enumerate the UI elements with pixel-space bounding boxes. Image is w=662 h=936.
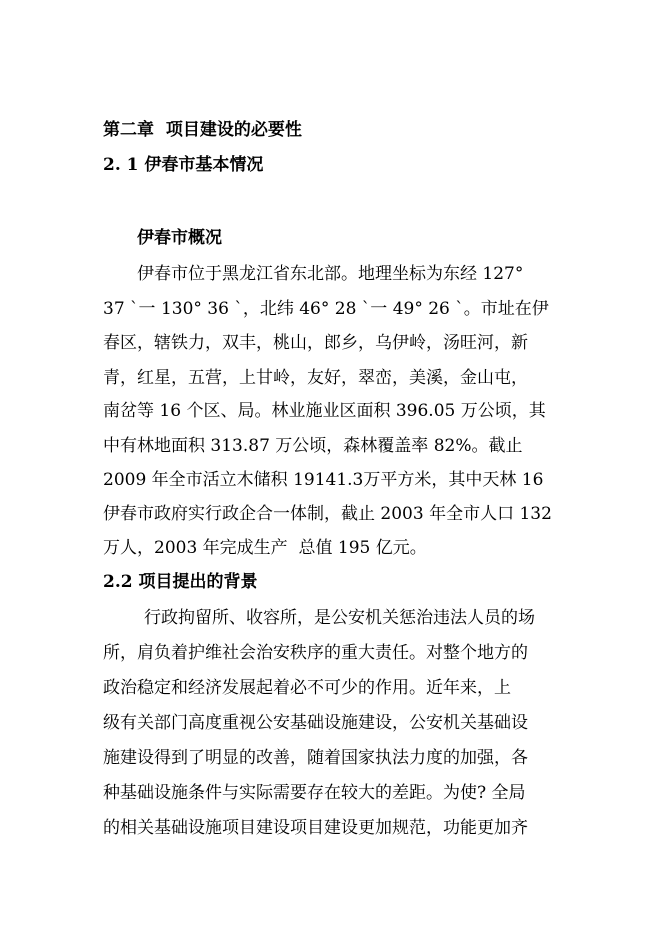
paragraph-line: 万人，2003 年完成生产 总值 195 亿元。 bbox=[103, 538, 427, 558]
paragraph-line: 2009 年全市活立木储积 19141.3万平方米，其中天林 16 bbox=[103, 470, 544, 490]
section-heading-2-2: 2.2 项目提出的背景 bbox=[103, 572, 258, 592]
paragraph-line: 行政拘留所、收容所，是公安机关惩治违法人员的场 bbox=[144, 608, 535, 628]
paragraph-line: 施建设得到了明显的改善，随着国家执法力度的加强，各 bbox=[103, 748, 528, 768]
paragraph-line: 伊春市位于黑龙江省东北部。地理坐标为东经 127° bbox=[137, 264, 524, 284]
paragraph-line: 南岔等 16 个区、局。林业施业区面积 396.05 万公顷，其 bbox=[103, 401, 546, 421]
chapter-title: 第二章 项目建设的必要性 bbox=[103, 120, 302, 140]
paragraph-line: 伊春市政府实行政企合一体制，截止 2003 年全市人口 132 bbox=[103, 504, 552, 524]
paragraph-line: 种基础设施条件与实际需要存在较大的差距。为使? 全局 bbox=[103, 783, 526, 803]
paragraph-line: 春区，辖铁力，双丰，桃山，郎乡，乌伊岭，汤旺河，新 bbox=[103, 333, 528, 353]
overview-subheading: 伊春市概况 bbox=[137, 228, 222, 248]
paragraph-line: 所，肩负着护维社会治安秩序的重大责任。对整个地方的 bbox=[103, 643, 528, 663]
paragraph-line: 级有关部门高度重视公安基础设施建设，公安机关基础设 bbox=[103, 713, 528, 733]
paragraph-line: 中有林地面积 313.87 万公顷，森林覆盖率 82%。截止 bbox=[103, 436, 523, 456]
paragraph-line: 政治稳定和经济发展起着必不可少的作用。近年来，上 bbox=[103, 678, 511, 698]
section-heading-2-1: 2. 1 伊春市基本情况 bbox=[103, 155, 264, 175]
paragraph-line: 青，红星，五营，上甘岭，友好，翠峦，美溪，金山屯， bbox=[103, 368, 528, 388]
paragraph-line: 37 `一 130° 36 `，北纬 46° 28 `一 49° 26 `。市址在伊 bbox=[103, 299, 549, 319]
paragraph-line: 的相关基础设施项目建设项目建设更加规范，功能更加齐 bbox=[103, 818, 528, 838]
